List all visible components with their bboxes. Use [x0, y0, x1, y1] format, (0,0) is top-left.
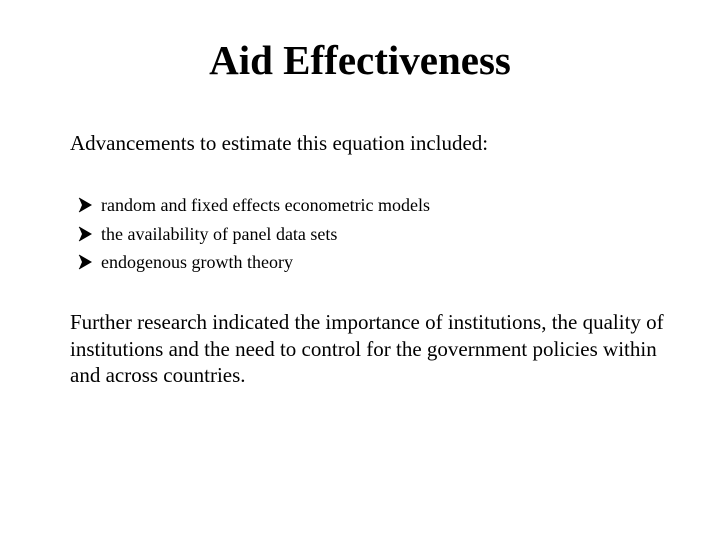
arrow-bullet-icon — [78, 197, 92, 213]
body-paragraph: Further research indicated the importance of institutions, the quality of institutions and the need to control for the government policies within and across countries. — [70, 310, 664, 387]
bullet-text: endogenous growth theory — [101, 252, 293, 272]
intro-text: Advancements to estimate this equation included: — [70, 131, 489, 155]
bullet-text: the availability of panel data sets — [101, 223, 338, 244]
bullet-text: random and fixed effects econometric models — [101, 195, 431, 215]
slide-title: Aid Effectiveness — [209, 37, 511, 83]
list-item — [78, 191, 430, 220]
bullet-list — [78, 191, 430, 277]
list-item — [78, 248, 430, 277]
list-item — [78, 220, 430, 249]
arrow-bullet-icon — [78, 226, 92, 242]
arrow-bullet-icon — [78, 254, 92, 270]
